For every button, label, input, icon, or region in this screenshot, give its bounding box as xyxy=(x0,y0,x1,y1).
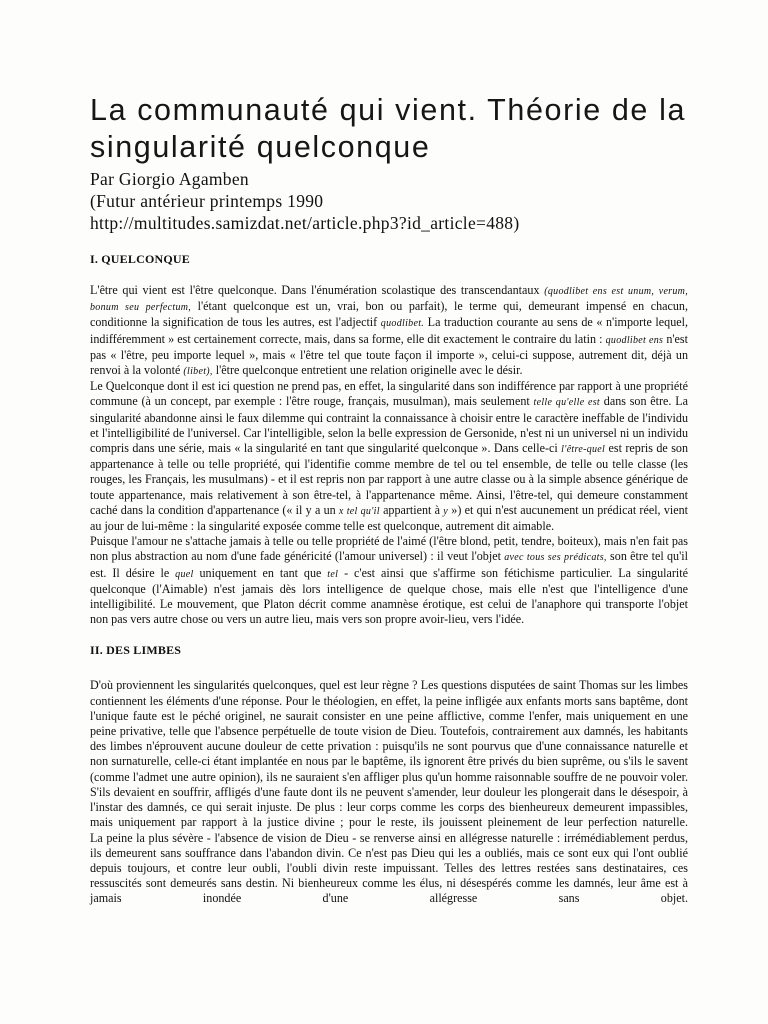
document-title: La communauté qui vient. Théorie de la singularité quelconque xyxy=(90,93,687,164)
paragraph: L'être qui vient est l'être quelconque. Dans l'énumération scolastique des transcendantaux (quodlibet ens est unum, verum, bonum seu perfectum, l'étant quelconque est un, vrai, bon ou parfait), le terme qui, demeurant impensé en chacun, conditionne la signification de tous les autres, est l'adjectif quodlibet. La traduction courante au sens de « n'importe lequel, indifféremment » est certainement correcte, mais, dans sa forme, elle dit exactement le contraire du latin : quodlibet ens n'est pas « l'être, peu importe lequel », mais « l'être tel que toute façon il importe », celui-ci suppose, autrement dit, déjà un renvoi à la volonté (libet), l'être quelconque entretient une relation originelle avec le désir. xyxy=(90,283,688,378)
source-line: (Futur antérieur printemps 1990 xyxy=(90,191,324,211)
paragraph: D'où proviennent les singularités quelconques, quel est leur règne ? Les questions disputées de saint Thomas sur les limbes contiennent les éléments d'une réponse. Pour le théologien, en effet, la peine infligée aux enfants morts sans baptême, dont l'unique faute est le péché originel, ne saurait consister en une peine afflictive, comme l'enfer, mais uniquement en une peine privative, telle que l'absence perpétuelle de toute vision de Dieu. Toutefois, contrairement aux damnés, les habitants des limbes n'éprouvent aucune douleur de cette privation : puisqu'ils ne sont pourvus que d'une connaissance naturelle et non surnaturelle, celle-ci étant implantée en nous par le baptême, ils ignorent être privés du bien suprême, ou s'ils le savent (comme l'admet une autre opinion), ils ne sauraient s'en affliger plus qu'un homme raisonnable souffre de ne pouvoir voler. S'ils devaient en souffrir, affligés d'une faute dont ils ne peuvent s'amender, leur douleur les plongerait dans le désespoir, à l'instar des damnés, ce qui serait injuste. De plus : leur corps comme les corps des bienheureux demeurent impassibles, mais uniquement par rapport à la justice divine ; pour le reste, ils jouissent pleinement de leur perfection naturelle. xyxy=(90,678,688,830)
source-url[interactable]: http://multitudes.samizdat.net/article.php3?id_article=488) xyxy=(90,213,520,233)
paragraph: La peine la plus sévère - l'absence de vision de Dieu - se renverse ainsi en allégresse naturelle : irrémédiablement perdus, ils demeurent sans souffrance dans l'abandon divin. Ce n'est pas Dieu qui les a oubliés, mais ce sont eux qui l'ont oublié depuis toujours, et contre leur oubli, l'oubli divin reste impuissant. Telles des lettres restées sans destinataires, ces ressuscités sont demeurés sans destin. Ni bienheureux comme les élus, ni désespérés comme les damnés, leur âme est à jamais inondée d'une allégresse sans objet. xyxy=(90,830,688,906)
section-heading-des-limbes: II. DES LIMBES xyxy=(90,643,182,658)
section-heading-quelconque: I. QUELCONQUE xyxy=(90,252,190,266)
document-meta xyxy=(90,168,688,234)
paragraph: Le Quelconque dont il est ici question ne prend pas, en effet, la singularité dans son indifférence par rapport à une propriété commune (à un concept, par exemple : l'être rouge, français, musulman), mais seulement telle qu'elle est dans son être. La singularité abandonne ainsi le faux dilemme qui contraint la connaissance à choisir entre le caractère ineffable de l'individu et l'intelligibilité de l'universel. Car l'intelligible, selon la belle expression de Gersonide, n'est ni un universel ni un individu compris dans une série, mais « la singularité en tant que singularité quelconque ». Dans celle-ci l'être-quel est repris de son appartenance à telle ou telle propriété, qui l'identifie comme membre de tel ou tel ensemble, de telle ou telle classe (les rouges, les Français, les musulmans) - et il est repris non par rapport à une autre classe ou à la simple absence générique de toute appartenance, mais relativement à son être-tel, à l'appartenance même. Ainsi, l'être-tel, qui demeure constamment caché dans la condition d'appartenance (« il y a un x tel qu'il appartient à y ») et qui n'est aucunement un prédicat réel, vient au jour de lui-même : la singularité exposée comme telle est quelconque, autrement dit aimable. xyxy=(90,379,689,534)
paragraph: Puisque l'amour ne s'attache jamais à telle ou telle propriété de l'aimé (l'être blond, petit, tendre, boiteux), mais n'en fait pas non plus abstraction au nom d'une fade généricité (l'amour universel) : il veut l'objet avec tous ses prédicats, son être tel qu'il est. Il désire le quel uniquement en tant que tel - c'est ainsi que s'affirme son fétichisme particulier. La singularité quelconque (l'Aimable) n'est jamais dès lors intelligence de quelque chose, mais elle n'est que l'intelligence d'une intelligibilité. Le mouvement, que Platon décrit comme anamnèse érotique, est celui de l'anaphore qui transporte l'objet non pas vers autre chose ou vers un autre lieu, mais vers son propre avoir-lieu, vers l'idée. xyxy=(90,534,688,627)
author-line: Par Giorgio Agamben xyxy=(90,169,249,189)
